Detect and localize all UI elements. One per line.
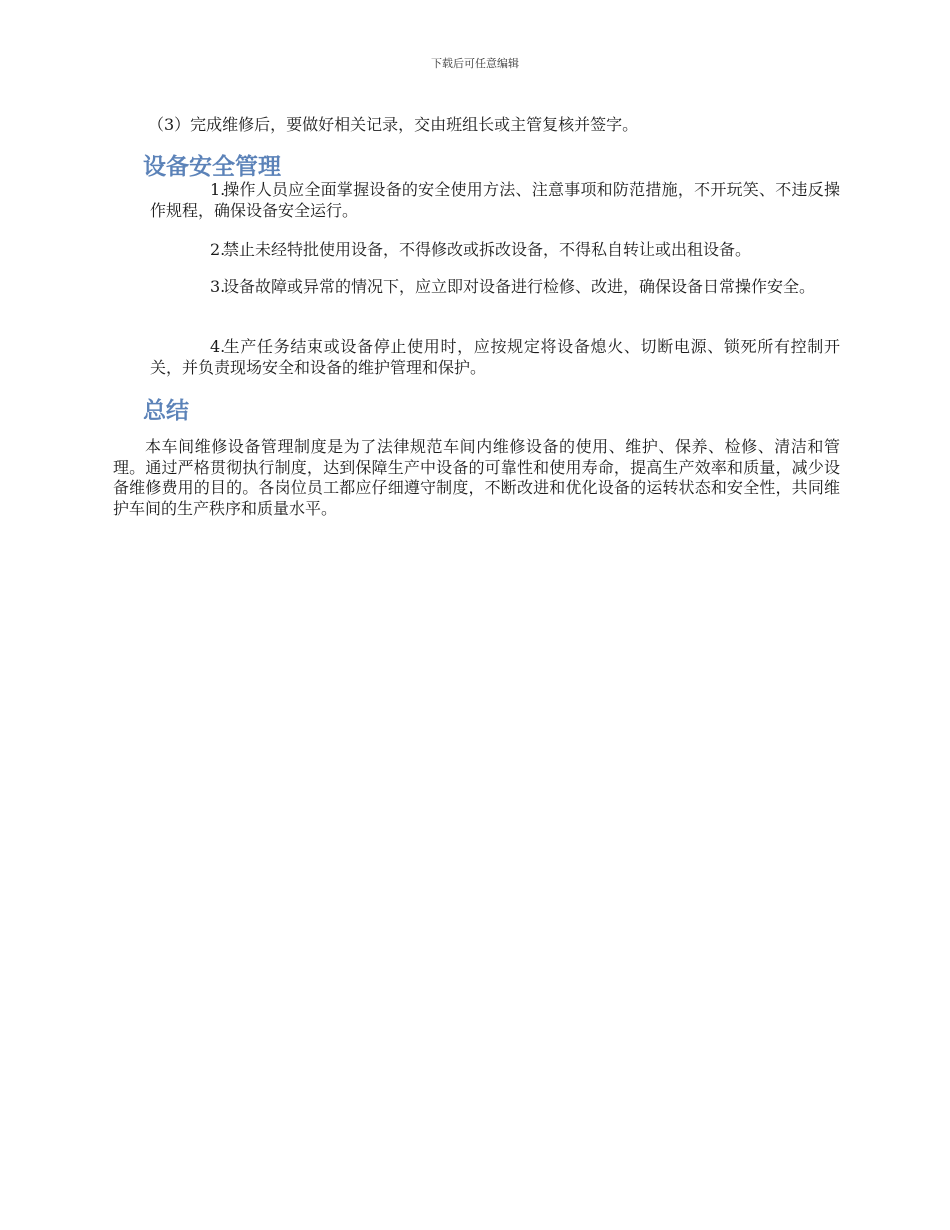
list-item-number: 4. [210,337,226,356]
list-item-number: 3. [210,277,226,296]
list-item-text: 设备故障或异常的情况下，应立即对设备进行检修、改进，确保设备日常操作安全。 [223,277,816,296]
list-item-text: 生产任务结束或设备停止使用时，应按规定将设备熄火、切断电源、锁死所有控制开关，并负责现场安全和设备的维护管理和保护。 [150,337,840,377]
list-item-text: 禁止未经特批使用设备，不得修改或拆改设备，不得私自转让或出租设备。 [223,240,752,259]
list-item-number: 2. [210,240,226,259]
section-heading-summary: 总结 [143,398,189,424]
step-3-paragraph: （3）完成维修后，要做好相关记录，交由班组长或主管复核并签字。 [148,115,639,134]
safety-list-item [150,239,840,260]
list-item-number: 1. [210,180,226,199]
safety-list-item [150,276,840,297]
header-note: 下载后可任意编辑 [431,57,519,70]
safety-list-item [150,336,840,378]
safety-list-item [150,179,840,221]
summary-paragraph: 本车间维修设备管理制度是为了法律规范车间内维修设备的使用、维护、保养、检修、清洁和管理。通过严格贯彻执行制度，达到保障生产中设备的可靠性和使用寿命，提高生产效率和质量，减少设备维修费用的目的。各岗位员工都应仔细遵守制度，不断改进和优化设备的运转状态和安全性，共同维护车间的生产秩序和质量水平。 [113,437,840,518]
section-heading-equipment-safety: 设备安全管理 [143,154,281,180]
list-item-text: 操作人员应全面掌握设备的安全使用方法、注意事项和防范措施，不开玩笑、不违反操作规程，确保设备安全运行。 [150,180,840,220]
